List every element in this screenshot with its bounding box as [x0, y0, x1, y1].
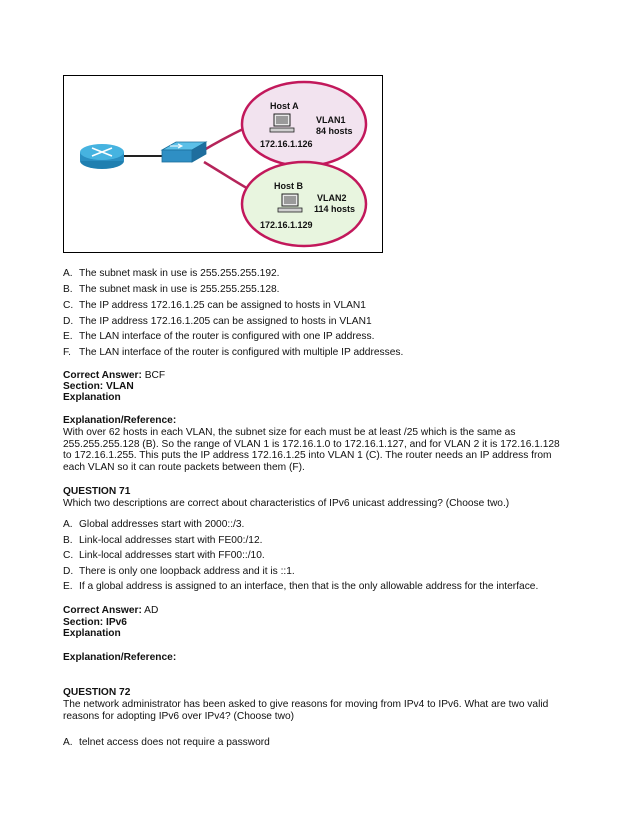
q71-option-a [63, 519, 244, 531]
q71-title: QUESTION 71 [63, 486, 131, 497]
option-letter: D. [63, 566, 74, 577]
q71-option-e [63, 581, 538, 593]
q71-option-b [63, 535, 262, 547]
network-topology-svg [64, 76, 384, 254]
question-line: reasons for adopting IPv6 over IPv4? (Choose two) [63, 710, 295, 722]
host-a-ip: 172.16.1.126 [260, 139, 313, 149]
option-letter: B. [63, 284, 73, 295]
reference-line: With over 62 hosts in each VLAN, the subnet size for each must be at least /25 which is the same as [63, 427, 516, 438]
q70-option-b [63, 284, 280, 296]
vlan1-host-count: 84 hosts [316, 126, 353, 136]
q70-option-a [63, 268, 280, 280]
q72-question [63, 699, 583, 722]
host-b-ip: 172.16.1.129 [260, 220, 313, 230]
q70-explanation-heading: Explanation [63, 392, 121, 403]
option-letter: E. [63, 331, 73, 342]
correct-answer-value: BCF [141, 370, 166, 381]
option-letter: A. [63, 268, 73, 279]
option-text: If a global address is assigned to an interface, then that is the only allowable address for the interface. [79, 581, 539, 592]
option-text: Link-local addresses start with FE00:/12. [79, 535, 263, 546]
correct-answer-label: Correct Answer: [63, 605, 142, 616]
option-text: The LAN interface of the router is configured with multiple IP addresses. [79, 347, 404, 358]
option-letter: C. [63, 550, 74, 561]
host-a-computer-icon [270, 114, 294, 132]
option-text: The subnet mask in use is 255.255.255.192. [79, 268, 280, 279]
reference-line: 255.255.255.128 (B). So the range of VLAN 1 is 172.16.1.0 to 172.16.1.127, and for VLAN 2 it is 172.16.1.128 [63, 438, 560, 450]
option-text: Link-local addresses start with FF00::/10. [79, 550, 265, 561]
vlan1-label: VLAN1 [316, 115, 346, 125]
q71-explanation-heading: Explanation [63, 628, 121, 639]
option-text: telnet access does not require a password [79, 737, 270, 748]
q71-section: Section: IPv6 [63, 617, 127, 628]
option-letter: E. [63, 581, 73, 592]
network-diagram [63, 75, 383, 253]
router-icon [80, 144, 124, 169]
question-line: The network administrator has been asked to give reasons for moving from IPv4 to IPv6. What are two valid [63, 699, 549, 710]
option-text: There is only one loopback address and it is ::1. [79, 566, 295, 577]
option-letter: A. [63, 737, 73, 748]
q70-option-f [63, 347, 403, 359]
vlan1-ellipse [242, 82, 366, 166]
correct-answer-value: AD [141, 605, 159, 616]
q70-option-c [63, 300, 366, 312]
option-text: Global addresses start with 2000::/3. [79, 519, 245, 530]
option-letter: D. [63, 316, 74, 327]
option-letter: A. [63, 519, 73, 530]
q71-option-c [63, 550, 265, 562]
q71-question: Which two descriptions are correct about characteristics of IPv6 unicast addressing? (Choose two.) [63, 498, 510, 509]
q70-section: Section: VLAN [63, 381, 134, 392]
switch-icon [162, 142, 206, 162]
q71-reference-heading: Explanation/Reference: [63, 652, 177, 663]
vlan2-label: VLAN2 [317, 193, 347, 203]
vlan2-host-count: 114 hosts [314, 204, 356, 214]
q71-option-d [63, 566, 295, 578]
vlan2-link [204, 162, 252, 191]
option-text: The subnet mask in use is 255.255.255.128. [79, 284, 280, 295]
option-text: The LAN interface of the router is configured with one IP address. [79, 331, 375, 342]
q70-option-d [63, 316, 372, 328]
option-letter: C. [63, 300, 74, 311]
option-letter: F. [63, 347, 71, 358]
reference-line: each VLAN so it can route packets between them (F). [63, 461, 305, 473]
host-b-name: Host B [274, 181, 303, 191]
reference-line: to 172.16.1.255. This puts the IP address 172.16.1.25 into VLAN 1 (C). The router needs an IP address from [63, 450, 552, 462]
option-text: The IP address 172.16.1.205 can be assigned to hosts in VLAN1 [79, 316, 372, 327]
host-a-name: Host A [270, 101, 299, 111]
correct-answer-label: Correct Answer: [63, 370, 142, 381]
option-letter: B. [63, 535, 73, 546]
q72-option-a [63, 737, 270, 749]
q72-title: QUESTION 72 [63, 687, 131, 698]
q70-reference-heading: Explanation/Reference: [63, 415, 177, 426]
option-text: The IP address 172.16.1.25 can be assigned to hosts in VLAN1 [79, 300, 366, 311]
host-b-computer-icon [278, 194, 302, 212]
q70-reference-text [63, 427, 583, 473]
q70-option-e [63, 331, 374, 343]
q71-correct-answer [63, 605, 158, 617]
